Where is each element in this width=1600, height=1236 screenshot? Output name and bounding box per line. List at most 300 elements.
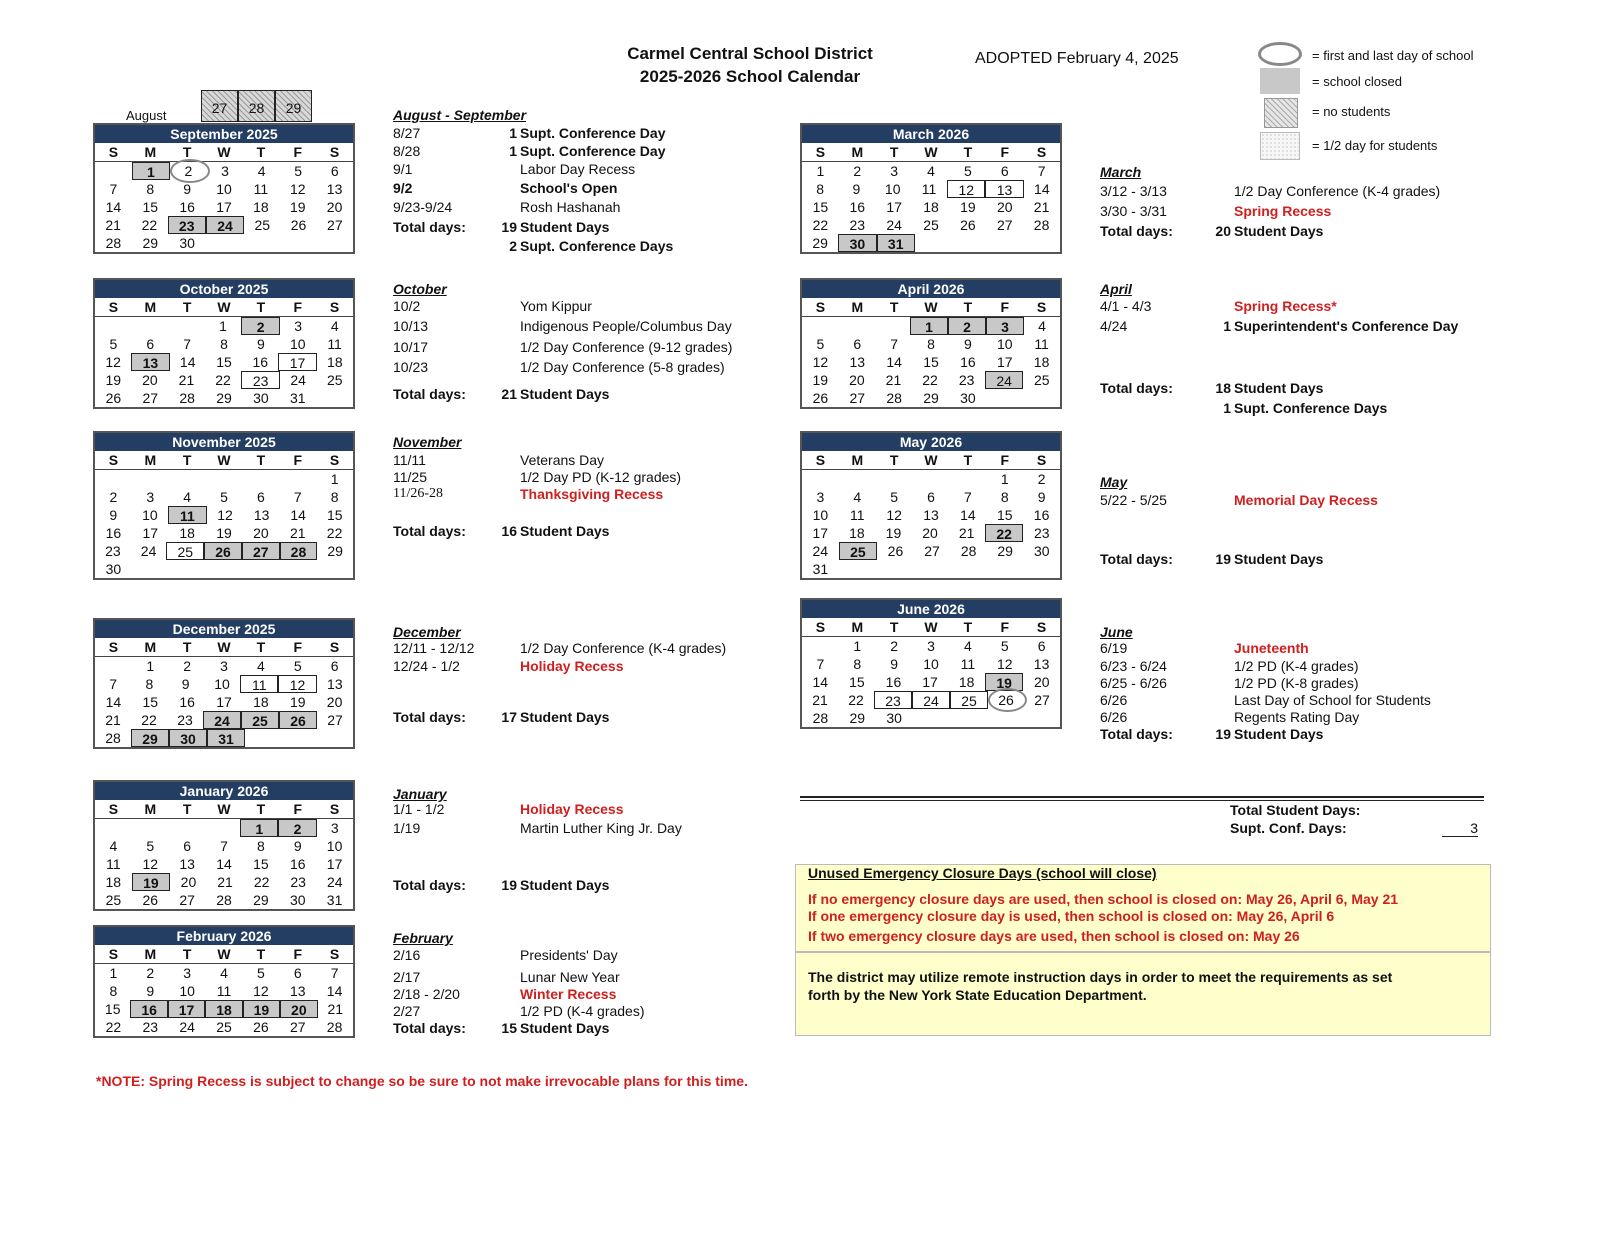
spring-recess-note: *NOTE: Spring Recess is subject to change so be sure to not make irrevocable plans for this time. xyxy=(96,1073,748,1089)
week-row xyxy=(95,837,353,855)
day-cell: 19 xyxy=(216,525,232,541)
legend-item-no-students xyxy=(1260,98,1560,132)
event-description: Holiday Recess xyxy=(520,801,624,817)
week-row xyxy=(95,335,353,353)
day-cell: 4 xyxy=(853,489,862,505)
event-date: 6/19 xyxy=(1100,640,1128,656)
day-cell: 8 xyxy=(109,983,118,999)
event-date: 4/24 xyxy=(1100,318,1128,334)
day-cell: 13 xyxy=(253,507,270,523)
day-cell: 24 xyxy=(290,372,306,388)
supt-conf-days: Supt. Conf. Days: 3 xyxy=(1230,820,1478,836)
day-cell: 17 xyxy=(922,674,938,690)
day-cell: 19 xyxy=(289,199,306,215)
day-cell: 18 xyxy=(958,674,975,690)
day-cell xyxy=(839,470,876,488)
event-date: 3/30 - 3/31 xyxy=(1100,203,1167,219)
day-cell xyxy=(949,560,986,578)
month-title: October 2025 xyxy=(95,280,353,298)
day-cell: 27 xyxy=(242,542,280,560)
month-title: June 2026 xyxy=(802,600,1060,618)
weekday-label: T xyxy=(889,452,899,468)
day-cell: 9 xyxy=(852,181,861,197)
event-description: 1/2 Day Conference (K-4 grades) xyxy=(520,640,727,656)
day-cell: 28 xyxy=(105,730,121,746)
weekday-label: T xyxy=(182,946,192,962)
day-cell: 28 xyxy=(216,892,232,908)
week-row xyxy=(802,542,1060,560)
day-cell: 16 xyxy=(849,199,866,215)
weekday-label: F xyxy=(293,946,302,962)
event-date: 2/17 xyxy=(393,969,421,985)
weekday-label: S xyxy=(329,299,340,315)
day-cell xyxy=(316,234,353,252)
day-cell: 18 xyxy=(923,199,939,215)
day-cell: 29 xyxy=(923,390,939,406)
month-title: April 2026 xyxy=(802,280,1060,298)
day-cell: 16 xyxy=(1033,507,1050,523)
day-cell: 16 xyxy=(289,856,306,872)
week-row xyxy=(95,1018,353,1036)
day-cell: 13 xyxy=(289,983,306,999)
event-description: Presidents' Day xyxy=(520,947,618,963)
day-cell: 9 xyxy=(890,656,899,672)
day-cell xyxy=(913,560,950,578)
day-cell xyxy=(316,560,353,578)
day-cell: 27 xyxy=(179,892,195,908)
day-cell: 25 xyxy=(216,1019,232,1035)
day-cell: 23 xyxy=(177,712,193,728)
day-cell xyxy=(987,234,1023,252)
day-cell: 11 xyxy=(106,856,121,872)
day-cell: 9 xyxy=(256,336,265,352)
week-row xyxy=(802,353,1060,371)
weekday-label: T xyxy=(182,452,192,468)
day-cell: 19 xyxy=(289,694,306,710)
day-cell: 26 xyxy=(279,711,317,729)
totals-rule xyxy=(800,800,1484,801)
day-cell: 3 xyxy=(890,163,899,179)
event-count: 19 xyxy=(501,877,517,893)
weekday-label: W xyxy=(217,144,231,160)
week-row xyxy=(95,389,353,407)
day-cell: 28 xyxy=(105,235,122,251)
event-count: 1 xyxy=(509,143,517,159)
month-calendar xyxy=(800,123,1062,254)
day-cell: 12 xyxy=(253,983,269,999)
month-events-heading: June xyxy=(1100,624,1133,640)
day-cell: 18 xyxy=(327,354,343,370)
day-cell: 15 xyxy=(996,507,1013,523)
day-cell: 24 xyxy=(886,217,902,233)
week-row xyxy=(95,873,353,891)
week-row xyxy=(95,711,353,729)
legend-label: = 1/2 day for students xyxy=(1312,138,1438,153)
event-description: Student Days xyxy=(520,1020,610,1036)
weekday-label: S xyxy=(329,946,340,962)
day-cell: 10 xyxy=(214,676,230,692)
day-cell xyxy=(206,560,243,578)
day-cell: 8 xyxy=(1000,489,1009,505)
day-cell: 20 xyxy=(922,525,938,541)
month-calendar xyxy=(800,278,1062,409)
weekday-label: T xyxy=(182,801,192,817)
day-cell: 29 xyxy=(131,729,169,747)
event-description: Supt. Conference Day xyxy=(520,125,666,141)
day-cell xyxy=(132,317,169,335)
legend-label: = first and last day of school xyxy=(1312,48,1474,63)
day-cell: 11 xyxy=(960,656,976,672)
day-cell: 22 xyxy=(141,712,157,728)
event-description: Student Days xyxy=(1234,380,1324,396)
day-cell: 11 xyxy=(1034,336,1049,352)
august-day: 27 xyxy=(201,90,238,122)
event-description: Student Days xyxy=(520,709,610,725)
day-cell: 22 xyxy=(215,372,231,388)
weekday-label: W xyxy=(924,452,938,468)
week-row xyxy=(95,729,353,747)
month-calendar xyxy=(93,780,355,911)
weekday-header xyxy=(95,143,353,162)
emergency-lines xyxy=(808,891,1398,945)
emergency-line: If two emergency closure days are used, then school is closed on: May 26 xyxy=(808,928,1300,944)
day-cell: 1 xyxy=(910,317,948,335)
day-cell: 3 xyxy=(986,317,1024,335)
event-date: 9/23-9/24 xyxy=(393,199,453,215)
week-row xyxy=(802,637,1060,655)
month-title: September 2025 xyxy=(95,125,353,143)
day-cell: 5 xyxy=(294,163,303,179)
day-cell: 30 xyxy=(105,561,122,577)
day-cell: 9 xyxy=(1037,489,1046,505)
weekday-label: T xyxy=(963,299,973,315)
event-date: Total days: xyxy=(393,709,466,725)
event-count: 19 xyxy=(501,219,517,235)
weekday-label: S xyxy=(1036,144,1047,160)
weekday-label: S xyxy=(329,144,340,160)
week-row xyxy=(802,198,1060,216)
day-cell xyxy=(95,819,131,837)
week-row xyxy=(95,964,353,982)
month-events-heading: December xyxy=(393,624,461,640)
day-cell xyxy=(95,470,132,488)
week-row xyxy=(95,317,353,335)
day-cell: 12 xyxy=(289,181,306,197)
day-cell xyxy=(802,317,838,335)
day-cell xyxy=(913,470,950,488)
week-row xyxy=(95,234,353,252)
weekday-label: F xyxy=(293,299,302,315)
day-cell: 5 xyxy=(109,336,118,352)
event-description: Labor Day Recess xyxy=(520,161,636,177)
day-cell: 1 xyxy=(330,471,339,487)
weekday-label: T xyxy=(963,144,973,160)
day-cell: 28 xyxy=(886,390,902,406)
day-cell: 5 xyxy=(293,658,302,674)
event-date: Total days: xyxy=(1100,380,1173,396)
day-cell: 4 xyxy=(109,838,118,854)
weekday-label: S xyxy=(1036,452,1047,468)
weekday-label: W xyxy=(924,144,938,160)
event-description: Thanksgiving Recess xyxy=(520,486,664,502)
day-cell: 25 xyxy=(254,217,271,233)
weekday-label: S xyxy=(329,639,340,655)
day-cell xyxy=(1023,709,1060,727)
day-cell: 4 xyxy=(330,318,339,334)
event-count: 1 xyxy=(509,125,517,141)
day-cell: 31 xyxy=(207,729,245,747)
august-day: 29 xyxy=(275,90,312,122)
day-cell: 15 xyxy=(849,674,865,690)
weekday-label: M xyxy=(851,452,864,468)
weekday-label: F xyxy=(293,144,302,160)
event-date: 3/12 - 3/13 xyxy=(1100,183,1167,199)
day-cell: 18 xyxy=(205,1000,242,1018)
weekday-header xyxy=(95,298,353,317)
weekday-label: F xyxy=(1000,299,1009,315)
event-date: 10/2 xyxy=(393,298,421,314)
day-cell: 30 xyxy=(1033,543,1050,559)
day-cell: 14 xyxy=(886,354,902,370)
day-cell xyxy=(95,657,132,675)
day-cell: 23 xyxy=(290,874,306,890)
day-cell: 26 xyxy=(290,217,307,233)
day-cell: 28 xyxy=(960,543,977,559)
day-cell: 1 xyxy=(146,658,155,674)
weekday-label: S xyxy=(329,801,340,817)
day-cell: 4 xyxy=(257,163,266,179)
august-day: 28 xyxy=(238,90,275,122)
weekday-label: F xyxy=(1000,619,1009,635)
day-cell: 29 xyxy=(253,892,269,908)
weekday-label: W xyxy=(217,452,231,468)
weekday-label: S xyxy=(1036,299,1047,315)
weekday-label: T xyxy=(889,144,899,160)
day-cell: 14 xyxy=(1034,181,1050,197)
day-cell: 25 xyxy=(166,542,204,560)
day-cell: 20 xyxy=(253,525,269,541)
event-description: Indigenous People/Columbus Day xyxy=(520,318,732,334)
day-cell: 22 xyxy=(812,217,829,233)
day-cell: 6 xyxy=(330,658,339,674)
event-description: Student Days xyxy=(1234,726,1324,742)
month-calendar xyxy=(800,431,1062,580)
day-cell: 14 xyxy=(105,199,122,215)
day-cell xyxy=(279,560,316,578)
event-description: 1/2 PD (K-4 grades) xyxy=(1234,658,1359,674)
day-cell xyxy=(802,637,839,655)
month-events-heading: April xyxy=(1100,281,1132,297)
day-cell: 10 xyxy=(142,507,158,523)
day-cell xyxy=(242,560,279,578)
weekday-label: F xyxy=(293,639,302,655)
event-date: Total days: xyxy=(393,877,466,893)
day-cell: 31 xyxy=(326,892,343,908)
day-cell: 11 xyxy=(253,181,269,197)
day-cell: 18 xyxy=(253,694,269,710)
event-description: 1/2 Day Conference (9-12 grades) xyxy=(520,339,733,355)
day-cell: 25 xyxy=(950,691,988,709)
weekday-label: M xyxy=(144,299,157,315)
day-cell: 16 xyxy=(179,199,195,215)
event-date: Total days: xyxy=(1100,726,1173,742)
week-row xyxy=(802,506,1060,524)
day-cell: 27 xyxy=(327,217,343,233)
day-cell: 10 xyxy=(923,656,939,672)
day-cell xyxy=(949,470,986,488)
event-count: 19 xyxy=(1215,726,1231,742)
day-cell xyxy=(168,819,204,837)
day-cell: 17 xyxy=(216,199,232,215)
day-cell xyxy=(915,234,951,252)
day-cell: 3 xyxy=(294,318,303,334)
event-description: Winter Recess xyxy=(520,986,617,1002)
day-cell: 21 xyxy=(178,372,195,388)
month-title: May 2026 xyxy=(802,433,1060,451)
week-row xyxy=(95,180,353,198)
weekday-label: T xyxy=(963,619,973,635)
day-cell: 20 xyxy=(1033,674,1050,690)
day-cell: 4 xyxy=(183,489,192,505)
day-cell: 3 xyxy=(330,820,339,836)
day-cell xyxy=(986,709,1023,727)
event-date: 11/25 xyxy=(393,469,427,485)
day-cell: 29 xyxy=(216,390,232,406)
day-cell: 6 xyxy=(183,838,192,854)
day-cell: 29 xyxy=(327,543,343,559)
day-cell: 21 xyxy=(812,692,828,708)
weekday-label: S xyxy=(815,144,826,160)
day-cell: 23 xyxy=(849,217,866,233)
day-cell xyxy=(1023,389,1060,407)
day-cell: 12 xyxy=(217,507,233,523)
day-cell xyxy=(838,317,874,335)
day-cell xyxy=(279,470,316,488)
day-cell: 24 xyxy=(912,691,950,709)
weekday-label: S xyxy=(108,801,119,817)
day-cell: 10 xyxy=(326,838,343,854)
day-cell xyxy=(986,389,1023,407)
weekday-label: F xyxy=(1000,144,1009,160)
day-cell: 3 xyxy=(220,658,228,674)
day-cell: 1 xyxy=(816,163,825,179)
day-cell: 30 xyxy=(289,892,306,908)
day-cell: 28 xyxy=(179,390,195,406)
day-cell: 6 xyxy=(256,489,265,505)
day-cell: 12 xyxy=(105,354,121,370)
event-date: Total days: xyxy=(393,219,466,235)
event-date: 11/26-28 xyxy=(393,486,444,501)
day-cell: 7 xyxy=(330,965,339,981)
day-cell: 11 xyxy=(327,336,342,352)
day-cell: 5 xyxy=(220,489,228,505)
month-calendar xyxy=(93,123,355,254)
event-description: 1/2 Day Conference (K-4 grades) xyxy=(1234,183,1441,199)
event-date: 2/27 xyxy=(393,1003,421,1019)
day-cell: 14 xyxy=(290,507,306,523)
day-cell: 25 xyxy=(241,711,279,729)
day-cell: 9 xyxy=(963,336,972,352)
day-cell: 10 xyxy=(289,336,306,352)
day-cell: 16 xyxy=(885,674,902,690)
weekday-header xyxy=(95,451,353,470)
day-cell: 8 xyxy=(146,181,155,197)
event-date: 10/17 xyxy=(393,339,429,355)
day-cell xyxy=(316,389,353,407)
event-description: Last Day of School for Students xyxy=(1234,692,1431,708)
day-cell: 7 xyxy=(109,676,118,692)
day-cell: 30 xyxy=(838,234,876,252)
day-cell: 6 xyxy=(1037,638,1046,654)
event-description: Student Days xyxy=(520,386,610,402)
weekday-header xyxy=(95,945,353,964)
event-date: Total days: xyxy=(393,523,466,539)
day-cell: 29 xyxy=(812,235,828,251)
year-totals xyxy=(1230,802,1478,838)
emergency-line: If no emergency closure days are used, then school is closed on: May 26, April 6, May 21 xyxy=(808,891,1399,907)
weekday-label: T xyxy=(256,452,266,468)
event-count: 21 xyxy=(501,386,517,402)
day-cell: 16 xyxy=(960,354,976,370)
day-cell: 18 xyxy=(1033,354,1050,370)
event-date: 6/25 - 6/26 xyxy=(1100,675,1167,691)
day-cell: 23 xyxy=(142,1019,159,1035)
month-events-heading: May xyxy=(1100,474,1128,490)
event-count: 1 xyxy=(1223,400,1231,416)
event-description: Student Days xyxy=(1234,223,1324,239)
day-cell: 3 xyxy=(221,163,229,179)
day-cell: 2 xyxy=(241,317,280,335)
day-cell: 21 xyxy=(1033,199,1050,215)
day-cell xyxy=(242,470,279,488)
weekday-label: S xyxy=(815,619,826,635)
day-cell: 26 xyxy=(253,1019,269,1035)
day-cell: 2 xyxy=(146,965,155,981)
day-cell: 6 xyxy=(330,163,339,179)
day-cell: 26 xyxy=(204,542,242,560)
day-cell xyxy=(169,470,206,488)
day-cell: 5 xyxy=(1000,638,1009,654)
day-cell: 2 xyxy=(853,163,862,179)
day-cell: 24 xyxy=(140,543,157,559)
day-cell: 5 xyxy=(816,336,825,352)
dots-icon xyxy=(1260,132,1300,160)
day-cell: 12 xyxy=(947,180,985,198)
day-cell: 19 xyxy=(960,199,976,215)
day-cell: 1 xyxy=(132,162,171,180)
day-cell xyxy=(245,729,281,747)
month-events-heading: October xyxy=(393,281,447,297)
emergency-closure-box xyxy=(795,864,1491,952)
day-cell xyxy=(131,819,167,837)
weekday-label: S xyxy=(108,452,119,468)
event-date: 5/22 - 5/25 xyxy=(1100,492,1167,508)
day-cell: 7 xyxy=(1037,163,1046,179)
weekday-header xyxy=(802,143,1060,162)
day-cell: 8 xyxy=(220,336,228,352)
day-cell: 6 xyxy=(146,336,155,352)
event-count: 2 xyxy=(509,238,517,254)
weekday-label: T xyxy=(963,452,973,468)
day-cell xyxy=(95,162,132,180)
month-events-heading: February xyxy=(393,930,453,946)
event-description: Spring Recess xyxy=(1234,203,1332,219)
day-cell: 12 xyxy=(886,507,902,523)
event-date: 4/1 - 4/3 xyxy=(1100,298,1152,314)
day-cell: 8 xyxy=(816,181,825,197)
day-cell: 19 xyxy=(132,873,171,891)
day-cell: 14 xyxy=(960,507,976,523)
